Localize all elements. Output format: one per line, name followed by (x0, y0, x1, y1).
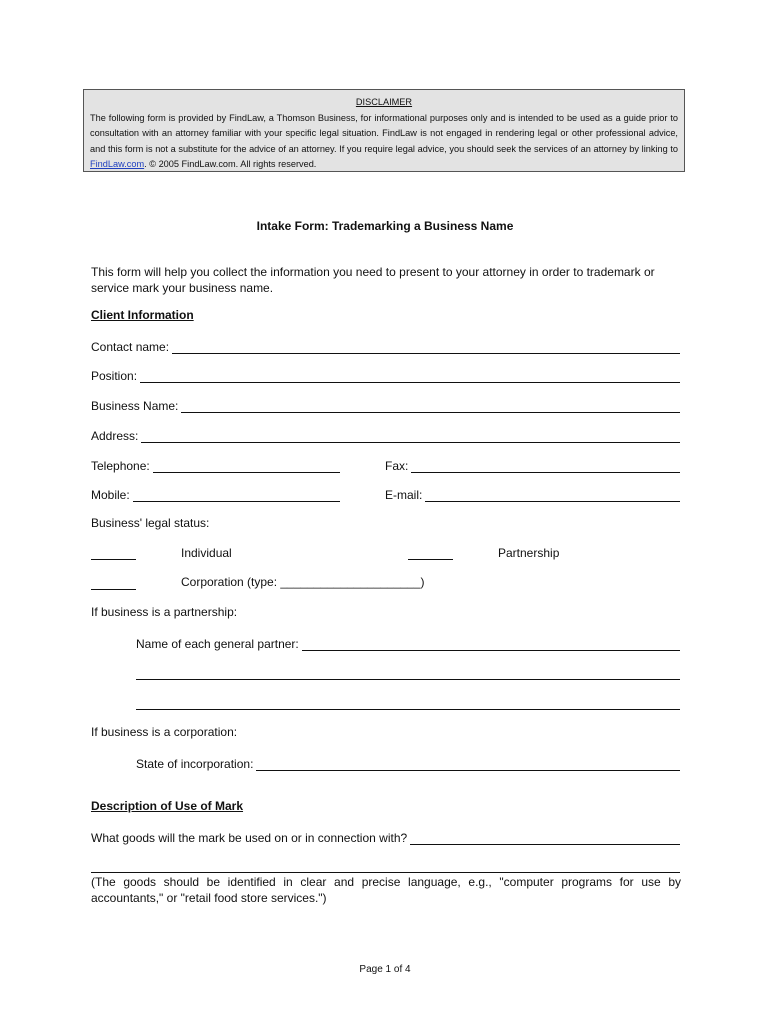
goods-note: (The goods should be identified in clear and precise language, e.g., "computer programs for use by accountants," or "retail food store services.") (91, 875, 681, 905)
disclaimer-heading: DISCLAIMER (355, 97, 413, 107)
contact-name-field[interactable] (91, 338, 680, 354)
business-name-label: Business Name: (91, 399, 179, 413)
goods-question-label: What goods will the mark be used on or in connection with? (91, 831, 408, 845)
general-partner-blank-line-3[interactable] (136, 709, 680, 710)
email-field[interactable] (385, 486, 680, 502)
fax-field[interactable] (385, 457, 680, 473)
state-incorporation-blank[interactable] (256, 758, 680, 771)
telephone-field[interactable] (91, 457, 340, 473)
contact-name-label: Contact name: (91, 340, 170, 354)
page-number: Page 1 of 4 (359, 964, 411, 975)
position-label: Position: (91, 369, 138, 383)
partnership-checkbox-blank[interactable] (408, 559, 453, 560)
position-blank[interactable] (140, 370, 680, 383)
if-corporation-label: If business is a corporation: (91, 725, 238, 739)
general-partner-blank-line-2[interactable] (136, 679, 680, 680)
findlaw-link[interactable]: FindLaw.com (90, 159, 145, 170)
description-of-use-heading: Description of Use of Mark (91, 799, 244, 813)
business-name-blank[interactable] (181, 400, 680, 413)
general-partner-label: Name of each general partner: (136, 637, 299, 651)
legal-status-label: Business' legal status: (91, 516, 210, 530)
position-field[interactable] (91, 367, 680, 383)
state-incorporation-label: State of incorporation: (136, 757, 254, 771)
individual-label: Individual (181, 546, 232, 560)
client-information-heading: Client Information (91, 308, 194, 322)
form-intro: This form will help you collect the information you need to present to your attorney in order to trademark or service mark your business name. (91, 265, 655, 295)
email-blank[interactable] (425, 489, 680, 502)
mobile-label: Mobile: (91, 488, 130, 502)
contact-name-blank[interactable] (172, 341, 680, 354)
form-title: Intake Form: Trademarking a Business Name (256, 219, 514, 233)
email-label: E-mail: (385, 488, 423, 502)
mobile-blank[interactable] (133, 489, 340, 502)
disclaimer-text-part2: . © 2005 FindLaw.com. All rights reserved. (144, 159, 317, 170)
if-partnership-label: If business is a partnership: (91, 605, 238, 619)
general-partner-field[interactable] (136, 635, 680, 651)
mobile-field[interactable] (91, 486, 340, 502)
goods-question-blank[interactable] (410, 832, 680, 845)
fax-blank[interactable] (411, 460, 680, 473)
telephone-blank[interactable] (153, 460, 340, 473)
disclaimer-box (83, 89, 685, 172)
disclaimer-text-part1: The following form is provided by FindLaw, a Thomson Business, for informational purposes only and is intended to be used as a guide prior to consultation with an attorney familiar with your specific legal situation. FindLaw is not engaged in rendering legal or other professional advice, and this form is not a substitute for the advice of an attorney. If you require legal advice, you should seek the services of an attorney by linking to (90, 112, 678, 154)
address-label: Address: (91, 429, 139, 443)
address-field[interactable] (91, 427, 680, 443)
general-partner-blank[interactable] (302, 638, 680, 651)
goods-blank-line-2[interactable] (91, 872, 680, 873)
individual-checkbox-blank[interactable] (91, 559, 136, 560)
address-blank[interactable] (141, 430, 680, 443)
state-incorporation-field[interactable] (136, 755, 680, 771)
partnership-label: Partnership (498, 546, 560, 560)
fax-label: Fax: (385, 459, 409, 473)
business-name-field[interactable] (91, 397, 680, 413)
disclaimer-text (90, 111, 678, 173)
telephone-label: Telephone: (91, 459, 150, 473)
goods-question-field[interactable] (91, 829, 680, 845)
corporation-label: Corporation (type: _____________________) (181, 575, 425, 589)
corporation-checkbox-blank[interactable] (91, 589, 136, 590)
